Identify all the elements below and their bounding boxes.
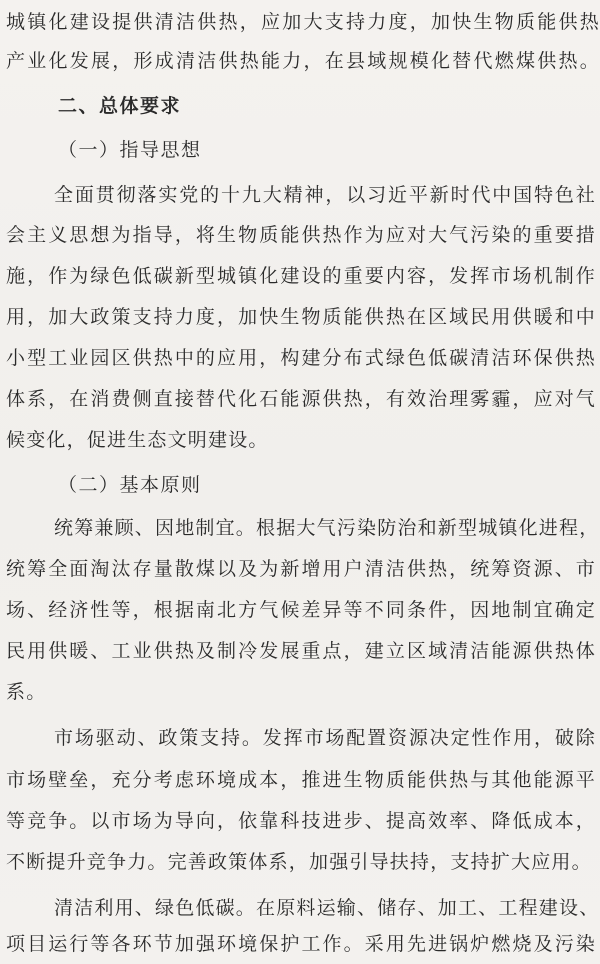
paragraph-first-line: 市场驱动、政策支持。发挥市场配置资源决定性作用，破除: [54, 727, 596, 749]
subsection-heading: （二）基本原则: [58, 474, 202, 496]
subsection-heading: （一）指导思想: [58, 139, 202, 161]
body-text-line: 民用供暖、工业供热及制冷发展重点，建立区域清洁能源供热体: [6, 640, 596, 662]
paragraph-last-line: 候变化，促进生态文明建设。: [6, 429, 269, 451]
body-text-line: 项目运行等各环节加强环境保护工作。采用先进锅炉燃烧及污染: [6, 933, 596, 955]
body-text-line: 市场壁垒，充分考虑环境成本，推进生物质能供热与其他能源平: [6, 769, 596, 791]
body-text-line: 体系，在消费侧直接替代化石能源供热，有效治理雾霾，应对气: [6, 388, 596, 410]
body-text-line: 小型工业园区供热中的应用，构建分布式绿色低碳清洁环保供热: [6, 347, 596, 369]
paragraph-last-line: 不断提升竞争力。完善政策体系，加强引导扶持，支持扩大应用。: [6, 851, 592, 873]
paragraph-first-line: 清洁利用、绿色低碳。在原料运输、储存、加工、工程建设、: [54, 897, 600, 919]
paragraph-first-line: 全面贯彻落实党的十九大精神，以习近平新时代中国特色社: [54, 184, 596, 206]
body-text-line: 施，作为绿色低碳新型城镇化建设的重要内容，发挥市场机制作: [6, 265, 596, 287]
section-heading: 二、总体要求: [58, 95, 182, 117]
body-text-line: 会主义思想为指导，将生物质能供热作为应对大气污染的重要措: [6, 224, 596, 246]
paragraph-last-line: 系。: [6, 681, 47, 703]
body-text-line: 等竞争。以市场为导向，依靠科技进步、提高效率、降低成本，: [6, 810, 596, 832]
body-text-line: 城镇化建设提供清洁供热，应加大支持力度，加快生物质能供热: [6, 11, 600, 33]
body-text-line: 场、经济性等，根据南北方气候差异等不同条件，因地制宜确定: [6, 599, 596, 621]
body-text-line: 用，加大政策支持力度，加快生物质能供热在区域民用供暖和中: [6, 306, 596, 328]
body-text-line: 产业化发展，形成清洁供热能力，在县域规模化替代燃煤供热。: [6, 50, 600, 72]
paragraph-first-line: 统筹兼顾、因地制宜。根据大气污染防治和新型城镇化进程，: [54, 517, 600, 539]
body-text-line: 统筹全面淘汰存量散煤以及为新增用户清洁供热，统筹资源、市: [6, 558, 596, 580]
